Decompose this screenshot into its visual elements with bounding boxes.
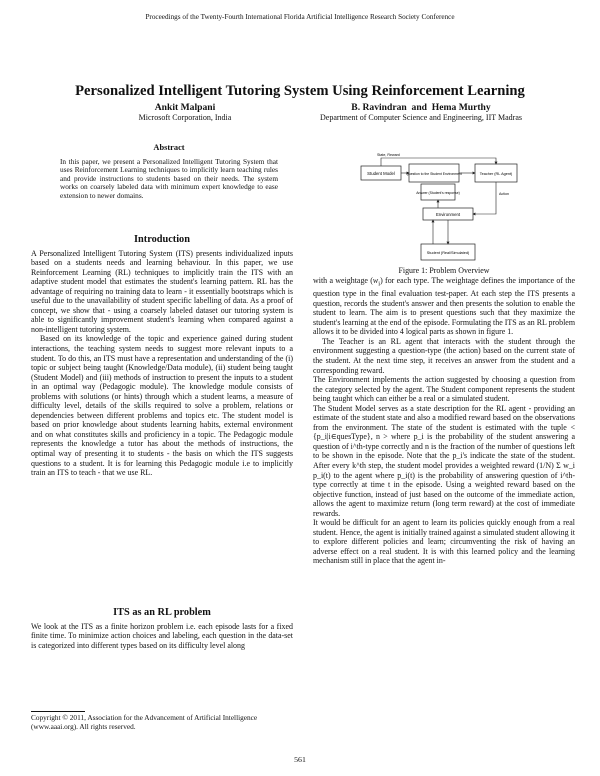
teacher-paragraph: The Teacher is an RL agent that interacts with the student through the environment suggesting a question-type (the action) based on the current state of the student. At the next time step, it receives an answer from the student and a corresponding reward. — [313, 336, 575, 375]
rl-problem-heading: ITS as an RL problem — [113, 607, 211, 618]
proceedings-header: Proceedings of the Twenty-Fourth International Florida Artificial Intelligence Research Society Conference — [145, 13, 455, 21]
introduction-paragraph: A Personalized Intelligent Tutoring System (ITS) presents individualized inputs based on a students needs and learning behaviour. In this paper, we use Reinforcement Learning (RL) techniques to implicitly train the ITS with an adaptive student model that estimates the student's learning pattern. RL has the advantage of requiring no training data to learn - it essentially bootstraps which is useful due to the unavailability of student specific labelling of data. As a proof of concept, we show that - using a coarsely labeled dataset our tutoring system is able to significantly improvement student's learning when compared against a non-intelligent tutoring system. — [31, 248, 293, 334]
question-label: Question to the Student Environment — [406, 172, 462, 176]
rl-problem-section — [31, 608, 293, 650]
teacher-label: Teacher (RL Agent) — [479, 172, 513, 176]
text-fragment: ) for each type. The weightage defines the importance of the question type in the final evaluation test-paper. At each step the ITS presents a question, records the student's answer and then presents the solution to enable the student to learn. The aim is to present questions such that they maximize the student's learning at the end of the episode. Formulating the ITS as an RL problem allows it to be divided into 4 logical parts as shown in figure 1. — [313, 276, 575, 337]
abstract-section — [60, 144, 278, 201]
math-subscript: i — [378, 280, 381, 288]
connector-arrow — [381, 158, 496, 166]
math-symbol: w — [372, 276, 379, 285]
environment-label: Environment — [435, 212, 461, 217]
weightage-paragraph — [313, 276, 575, 337]
author-name: B. Ravindran and Hema Murthy — [351, 102, 491, 113]
text-fragment: with a weightage ( — [313, 276, 373, 285]
copyright-notice: Copyright © 2011, Association for the Advancement of Artificial Intelligence (www.aaai.org). All rights reserved. — [31, 713, 258, 731]
figure-diagram — [313, 150, 575, 268]
abstract-heading: Abstract — [153, 143, 185, 152]
introduction-heading: Introduction — [134, 234, 190, 245]
author-affiliation: Department of Computer Science and Engineering, IIT Madras — [319, 113, 522, 122]
paper-title: Personalized Intelligent Tutoring System Using Reinforcement Learning — [75, 83, 525, 99]
page-number: 561 — [294, 755, 306, 764]
environment-paragraph: The Environment implements the action suggested by choosing a question from the category selected by the agent. The Student component represents the student being taught which can either be a real or a simulated student. — [313, 375, 575, 404]
connector-arrow — [473, 182, 496, 214]
author-name: Ankit Malpani — [154, 102, 216, 113]
author-affiliation: Microsoft Corporation, India — [138, 113, 232, 122]
state-reward-label: State, Reward — [377, 153, 400, 157]
simulated-student-paragraph: It would be difficult for an agent to learn its policies quickly enough from a real student. Hence, the agent is initially trained against a simulated student allowing it to explore different policies and learn; circumventing the risk of having an adverse effect on a real student. It is with this learned policy and the learning mechanism still in place that the agent in- — [313, 518, 575, 566]
student-model-label: Student Model — [367, 171, 395, 176]
student-label: Student (Real/Simulated) — [426, 251, 470, 255]
right-column-text — [313, 276, 575, 566]
introduction-section — [31, 235, 293, 478]
answer-label: Answer (Student's response) — [416, 191, 460, 195]
introduction-paragraph: Based on its knowledge of the topic and experience gained during student interactions, the teaching system needs to suggest more relevant inputs to a student. To do this, an ITS must have a representation and understanding of the (i) topic or subject being taught (Knowledge/Data module), (ii) student being taught (Student Model) and (iii) methods of instruction to present the inputs to a student in an optimal way (Pedagogic module). The knowledge module consists of problems with solutions (or hints) through which a student learns, a measure of difficulty level, details of the skills required to solve a problem, relations or dependencies between different problems and topics etc. The student model is based on prior knowledge about students learning habits, external environment and on what constitutes skills and proficiency in a topic. The Pedagogic module represents the knowledge a tutor has about the methods of instructions, the optimal way of presenting it to students - the basis on which the ITS suggests questions to a student. It is for learning this Pedagogic module i.e to implicitly train an ITS to teach - that we use RL. — [31, 334, 293, 478]
figure-caption: Figure 1: Problem Overview — [398, 266, 490, 275]
student-model-paragraph: The Student Model serves as a state description for the RL agent - providing an estimate of the student state and also a modified reward based on the observations from the environment. The state of the student is estimated with the tuple < {p_i|i∈quesType}, n > where p_i is the probability of the student answering a question of i^th-type correctly and n is the fraction of the number of questions left to be shown in the episode. Note that the p_i's indicate the state of the student. After every k^th step, the student model provides a weighted reward (1/N) Σ w_i p_i(t) to the agent where p_i(t) is the probability of answering question of i^th-type correctly at time t in the episode. Using a weighted reward based on the objective function, instead of just based on the outcome of the immediate action, allows the agent to maximize return (long term reward) at the cost of immediate rewards. — [313, 403, 575, 518]
footnote-rule — [31, 711, 85, 712]
author-block-2 — [266, 102, 576, 122]
abstract-text: In this paper, we present a Personalized Intelligent Tutoring System that uses Reinforcement Learning techniques to implicitly learn teaching rules and provide instructions to students based on their needs. The system works on coarsely labeled data with minimum expert knowledge to ease extension to newer domains. — [60, 156, 278, 200]
rl-problem-paragraph: We look at the ITS as a finite horizon problem i.e. each episode lasts for a fixed finite time. To minimize action choices and labeling, each question in the data-set is categorized into different types based on its difficulty level along — [31, 621, 293, 650]
action-label: Action — [499, 192, 509, 196]
problem-overview-figure — [313, 150, 575, 268]
